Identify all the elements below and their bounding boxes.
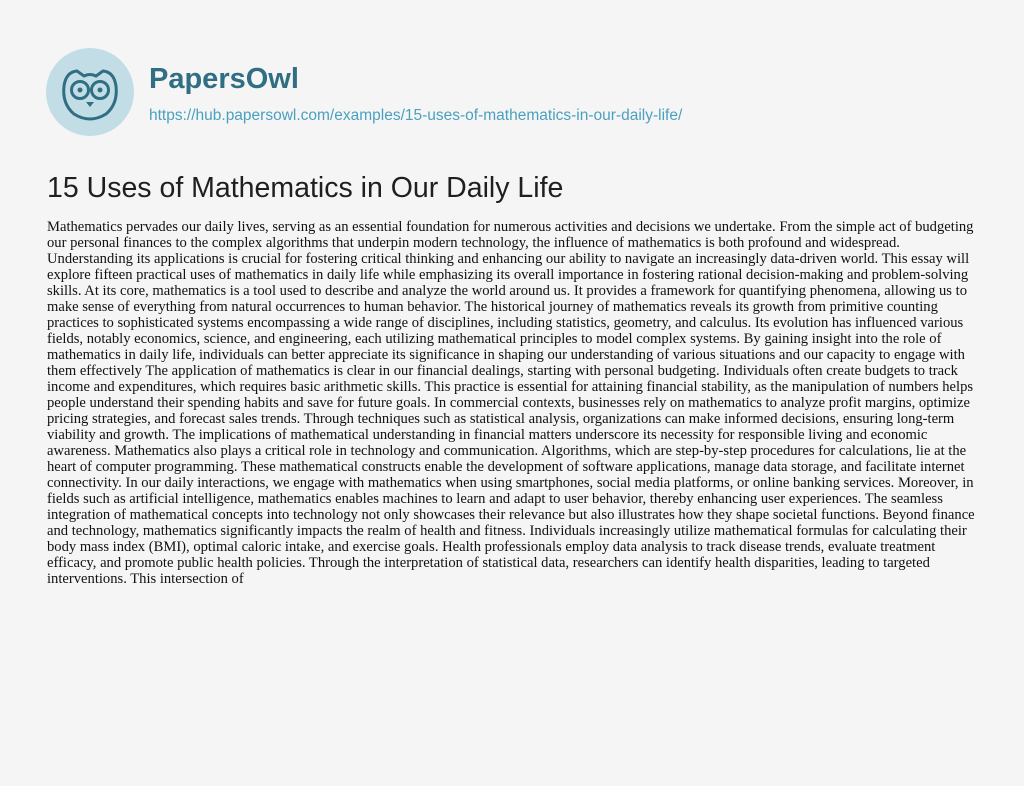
source-url[interactable]: https://hub.papersowl.com/examples/15-uses-of-mathematics-in-our-daily-life/: [149, 107, 683, 124]
article-body: Mathematics pervades our daily lives, serving as an essential foundation for numerous activities and decisions we undertake. From the simple act of budgeting our personal finances to the complex algorithms that underpin modern technology, the influence of mathematics is both profound and widespread. Understanding its applications is crucial for fostering critical thinking and enhancing our ability to navigate an increasingly data-driven world. This essay will explore fifteen practical uses of mathematics in daily life while emphasizing its overall importance in fostering rational decision-making and problem-solving skills. At its core, mathematics is a tool used to describe and analyze the world around us. It provides a framework for quantifying phenomena, allowing us to make sense of everything from natural occurrences to human behavior. The historical journey of mathematics reveals its growth from primitive counting practices to sophisticated systems encompassing a wide range of disciplines, including statistics, geometry, and calculus. Its evolution has influenced various fields, notably economics, science, and engineering, each utilizing mathematical principles to model complex systems. By gaining insight into the role of mathematics in daily life, individuals can better appreciate its significance in shaping our understanding of various situations and our capacity to engage with them effectively The application of mathematics is clear in our financial dealings, starting with personal budgeting. Individuals often create budgets to track income and expenditures, which requires basic arithmetic skills. This practice is essential for attaining financial stability, as the manipulation of numbers helps people understand their spending habits and save for future goals. In commercial contexts, businesses rely on mathematics to analyze profit margins, optimize pricing strategies, and forecast sales trends. Through techniques such as statistical analysis, organizations can make informed decisions, ensuring long-term viability and growth. The implications of mathematical understanding in financial matters underscore its necessity for responsible living and economic awareness. Mathematics also plays a critical role in technology and communication. Algorithms, which are step-by-step procedures for calculations, lie at the heart of computer programming. These mathematical constructs enable the development of software applications, manage data storage, and facilitate internet connectivity. In our daily interactions, we engage with mathematics when using smartphones, social media platforms, or online banking services. Moreover, in fields such as artificial intelligence, mathematics enables machines to learn and adapt to user behavior, thereby enhancing user experiences. The seamless integration of mathematical concepts into technology not only showcases their relevance but also illustrates how they shape societal functions. Beyond finance and technology, mathematics significantly impacts the realm of health and fitness. Individuals increasingly utilize mathematical formulas for calculating their body mass index (BMI), optimal caloric intake, and exercise goals. Health professionals employ data analysis to track disease trends, evaluate treatment efficacy, and promote public health policies. Through the interpretation of statistical data, researchers can identify health disparities, leading to targeted interventions. This intersection of: [47, 219, 975, 587]
brand-block: [149, 52, 682, 126]
brand-name[interactable]: PapersOwl: [149, 63, 299, 95]
article-title: 15 Uses of Mathematics in Our Daily Life: [47, 172, 564, 204]
site-header: [44, 52, 682, 142]
owl-logo-icon: [44, 46, 136, 138]
